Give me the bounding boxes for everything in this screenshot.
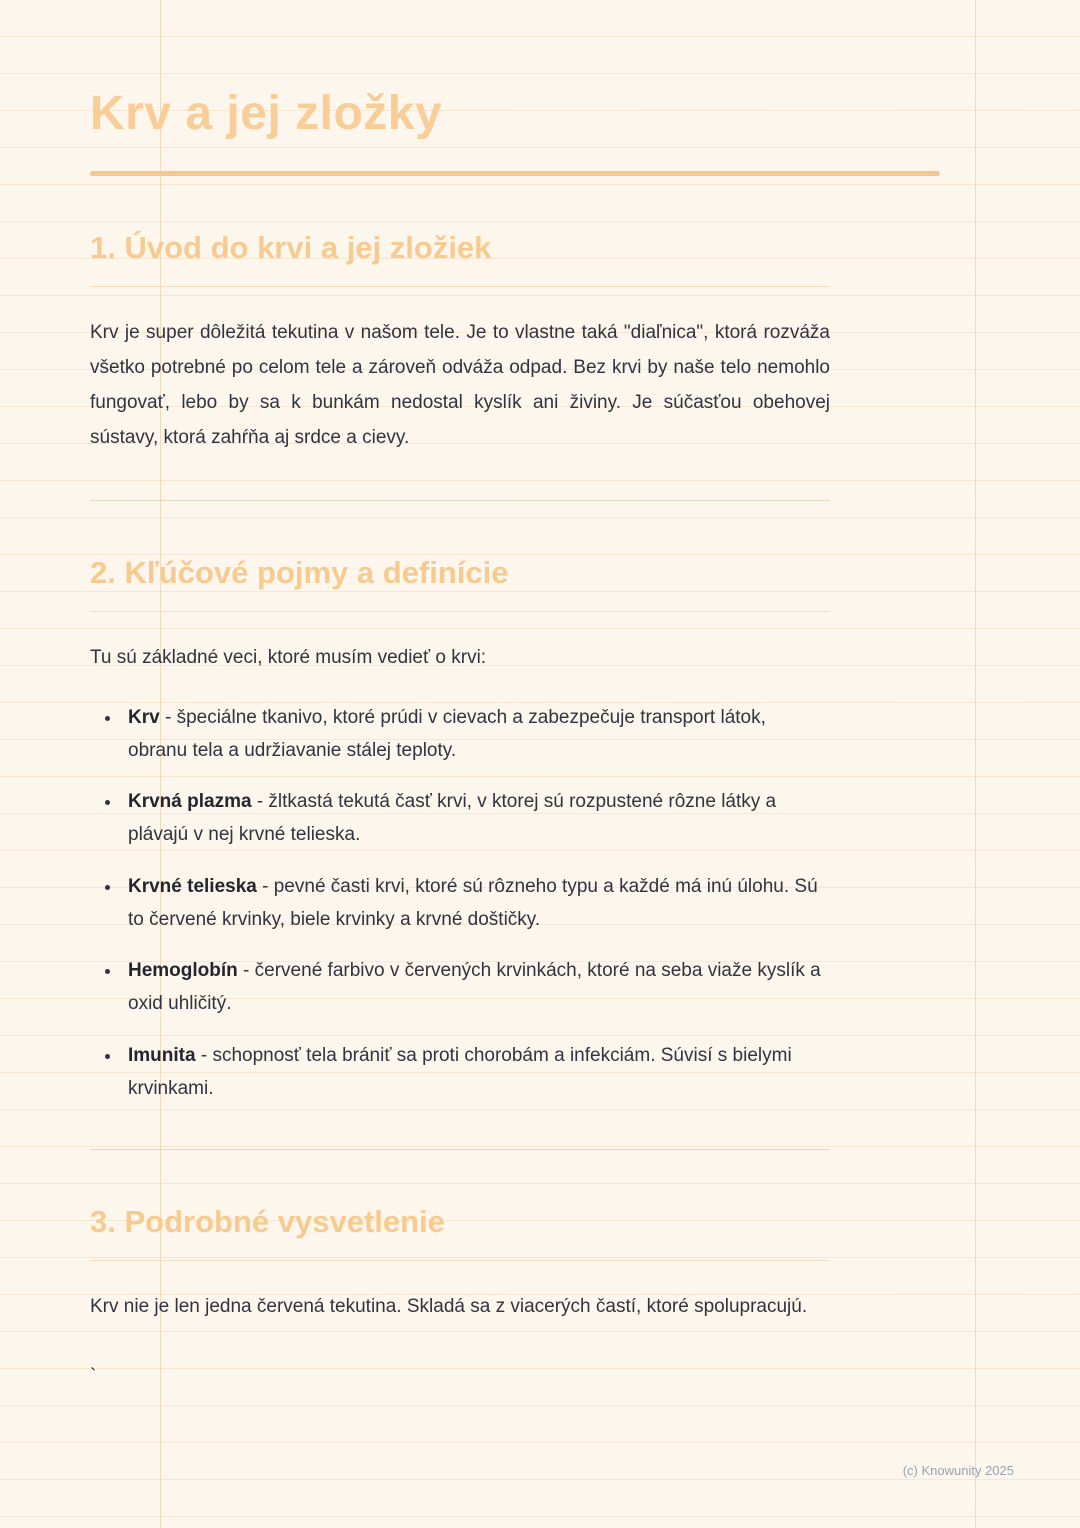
list-item (122, 870, 830, 937)
list-item (122, 1039, 830, 1106)
term-label: Krvné telieska (128, 875, 257, 897)
term-label: Hemoglobín (128, 960, 238, 982)
term-definition: - červené farbivo v červených krvinkách, ktoré na seba viaže kyslík a oxid uhličitý. (128, 960, 821, 1015)
term-label: Krvná plazma (128, 791, 252, 813)
term-label: Imunita (128, 1044, 196, 1066)
notebook-margin-line-right (975, 0, 976, 1528)
section-heading-3: 3. Podrobné vysvetlenie (90, 1204, 830, 1261)
term-label: Krv (128, 706, 160, 728)
section-heading-1: 1. Úvod do krvi a jej zložiek (90, 230, 830, 287)
section-intro (90, 230, 830, 456)
page-title: Krv a jej zložky (90, 87, 443, 140)
title-underline-rule (90, 171, 940, 176)
copyright-footer: (c) Knowunity 2025 (902, 1463, 1014, 1478)
term-definition: - špeciálne tkanivo, ktoré prúdi v cievach a zabezpečuje transport látok, obranu tela a udržiavanie stálej teploty. (128, 706, 766, 761)
section-divider (90, 1149, 830, 1150)
intro-paragraph: Krv je super dôležitá tekutina v našom tele. Je to vlastne taká "diaľnica", ktorá rozváža všetko potrebné po celom tele a zároveň odváža odpad. Bez krvi by naše telo nemohlo fungovať, lebo by sa k bunkám nedostal kyslík ani živiny. Je súčasťou obehovej sústavy, ktorá zahŕňa aj srdce a cievy. (90, 322, 830, 449)
section-detailed-explanation (90, 1204, 830, 1388)
document-content (90, 86, 830, 1388)
list-item (122, 785, 830, 852)
term-definition: - žltkastá tekutá časť krvi, v ktorej sú rozpustené rôzne látky a plávajú v nej krvné telieska. (128, 791, 777, 846)
list-item (122, 954, 830, 1021)
section-key-terms (90, 555, 830, 1106)
detail-paragraph: Krv nie je len jedna červená tekutina. Skladá sa z viacerých častí, ktoré spolupracujú. (90, 1296, 808, 1318)
term-definition: - schopnosť tela brániť sa proti chorobám a infekciám. Súvisí s bielymi krvinkami. (128, 1044, 792, 1099)
term-definition: - pevné časti krvi, ktoré sú rôzneho typu a každé má inú úlohu. Sú to červené krvinky, biele krvinky a krvné doštičky. (128, 875, 818, 930)
stray-backtick: ` (90, 1366, 97, 1388)
key-terms-intro: Tu sú základné veci, ktoré musím vedieť o krvi: (90, 646, 487, 668)
section-divider (90, 500, 830, 501)
list-item (122, 701, 830, 768)
section-heading-2: 2. Kľúčové pojmy a definície (90, 555, 830, 612)
term-list (90, 701, 830, 1106)
